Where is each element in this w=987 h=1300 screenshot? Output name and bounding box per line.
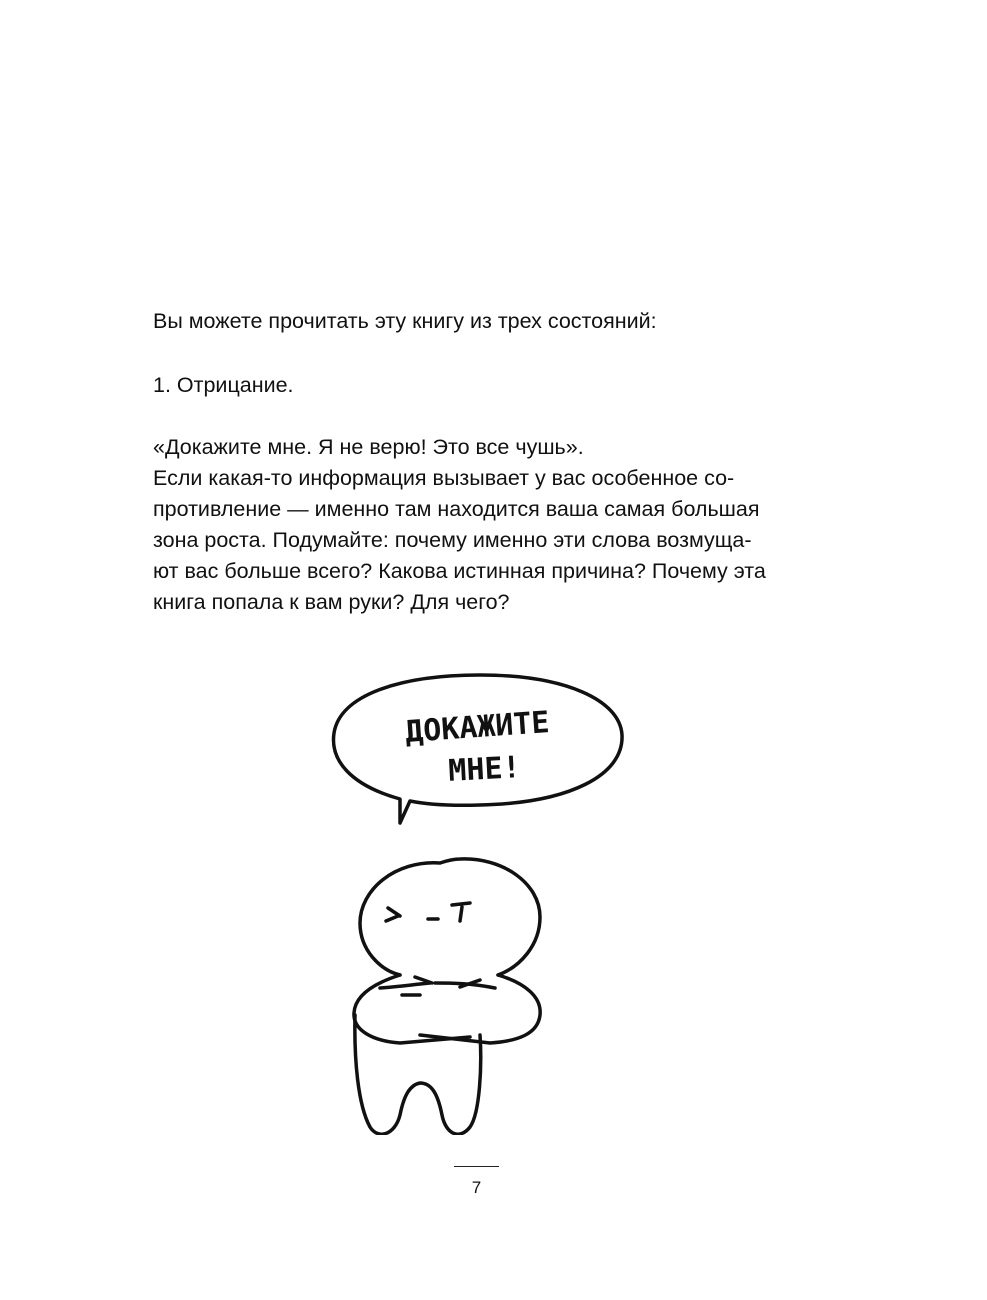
list-item-denial: 1. Отрицание. — [153, 373, 294, 397]
body-line: книга попала к вам руки? Для чего? — [153, 590, 510, 614]
page-number: 7 — [471, 1178, 482, 1197]
speech-bubble-icon — [334, 675, 623, 823]
body-line: Если какая-то информация вызывает у вас особенное со- — [153, 466, 735, 490]
illustration — [320, 665, 640, 1135]
body-line: зона роста. Подумайте: почему именно эти слова возмуща- — [153, 528, 752, 552]
body-paragraph — [153, 463, 830, 618]
speech-line-1: ДОКАЖИТЕ — [404, 705, 551, 751]
crossed-arms-figure-icon — [354, 859, 540, 1134]
intro-paragraph: Вы можете прочитать эту книгу из трех состояний: — [153, 309, 657, 333]
footer-rule — [454, 1166, 499, 1167]
speech-line-2: МНЕ! — [447, 750, 522, 789]
body-line: противление — именно там находится ваша самая большая — [153, 497, 760, 521]
quote-paragraph: «Докажите мне. Я не верю! Это все чушь». — [153, 435, 584, 459]
body-line: ют вас больше всего? Какова истинная причина? Почему эта — [153, 559, 766, 583]
